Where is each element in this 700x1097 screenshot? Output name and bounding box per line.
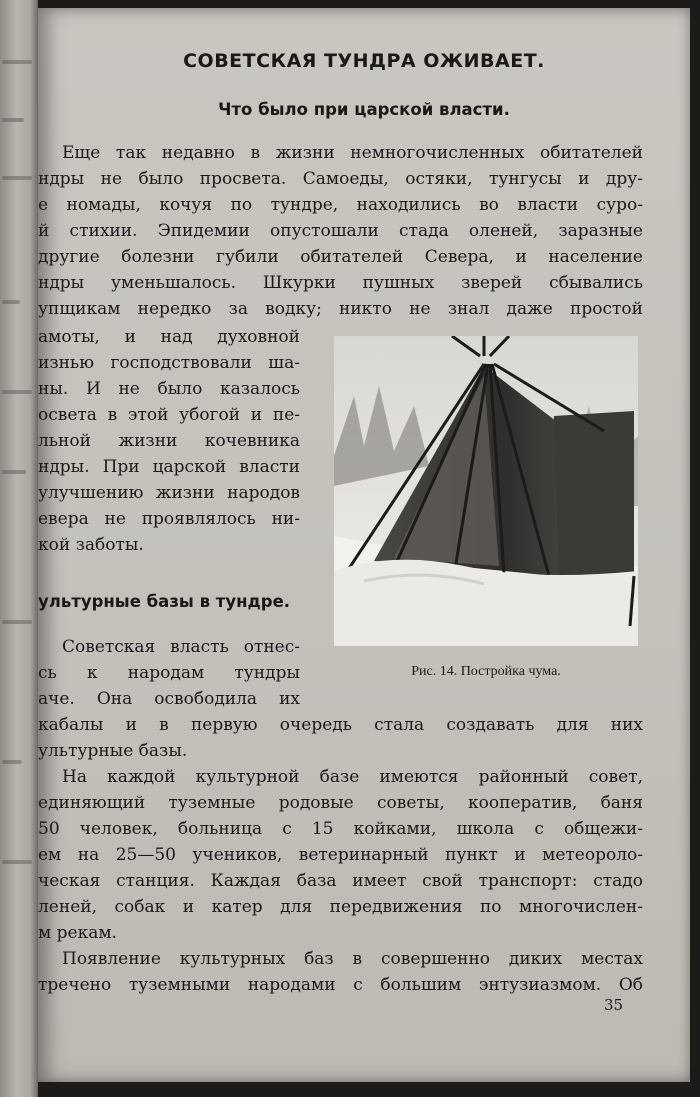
- text-line: 50 человек, больница с 15 койками, школа с общежи-: [38, 819, 643, 839]
- text-line: Появление культурных баз в совершенно диких местах: [62, 949, 643, 969]
- text-line: освета в этой убогой и пе-: [38, 405, 300, 425]
- text-line: амоты, и над духовной: [38, 327, 300, 347]
- text-line: аче. Она освободила их: [38, 689, 300, 709]
- text-line: сь к народам тундры: [38, 663, 300, 683]
- text-line: й стихии. Эпидемии опустошали стада оленей, заразные: [38, 221, 643, 241]
- book-page: [38, 8, 690, 1082]
- text-line: леней, собак и катер для передвижения по многочислен-: [38, 897, 643, 917]
- chum-photo: [334, 336, 638, 646]
- text-line: е номады, кочуя по тундре, находились во власти суро-: [38, 195, 643, 215]
- section-heading-cultural-bases: ультурные базы в тундре.: [38, 592, 291, 611]
- text-line: льной жизни кочевника: [38, 431, 300, 451]
- figure-caption: Рис. 14. Постройка чума.: [411, 664, 561, 679]
- text-line: На каждой культурной базе имеются районный совет,: [62, 767, 643, 787]
- text-line: другие болезни губили обитателей Севера, и население: [38, 247, 643, 267]
- text-line: м рекам.: [38, 923, 117, 943]
- text-line: упщикам нередко за водку; никто не знал даже простой: [38, 299, 643, 319]
- text-line: ндры. При царской власти: [38, 457, 300, 477]
- text-line: кой заботы.: [38, 535, 144, 555]
- text-line: тречено туземными народами с большим энтузиазмом. Об: [38, 975, 643, 995]
- text-line: улучшению жизни народов: [38, 483, 300, 503]
- page-title: СОВЕТСКАЯ ТУНДРА ОЖИВАЕТ.: [183, 50, 545, 72]
- text-line: Советская власть отнес-: [62, 637, 300, 657]
- page-number: 35: [604, 996, 624, 1014]
- adjacent-page-edge: [0, 0, 38, 1097]
- text-line: ем на 25—50 учеников, ветеринарный пункт и метеороло-: [38, 845, 643, 865]
- text-line: ческая станция. Каждая база имеет свой транспорт: стадо: [38, 871, 643, 891]
- chum-illustration: [334, 336, 638, 646]
- text-line: изнью господствовали ша-: [38, 353, 300, 373]
- text-line: Еще так недавно в жизни немногочисленных обитателей: [62, 143, 643, 163]
- text-line: кабалы и в первую очередь стала создавать для них: [38, 715, 643, 735]
- section-heading-tsarist: Что было при царской власти.: [218, 100, 510, 119]
- text-line: евера не проявлялось ни-: [38, 509, 300, 529]
- text-line: ндры уменьшалось. Шкурки пушных зверей сбывались: [38, 273, 643, 293]
- text-line: единяющий туземные родовые советы, кооператив, баня: [38, 793, 643, 813]
- text-line: ндры не было просвета. Самоеды, остяки, тунгусы и дру-: [38, 169, 643, 189]
- text-line: ультурные базы.: [38, 741, 188, 761]
- text-line: ны. И не было казалось: [38, 379, 300, 399]
